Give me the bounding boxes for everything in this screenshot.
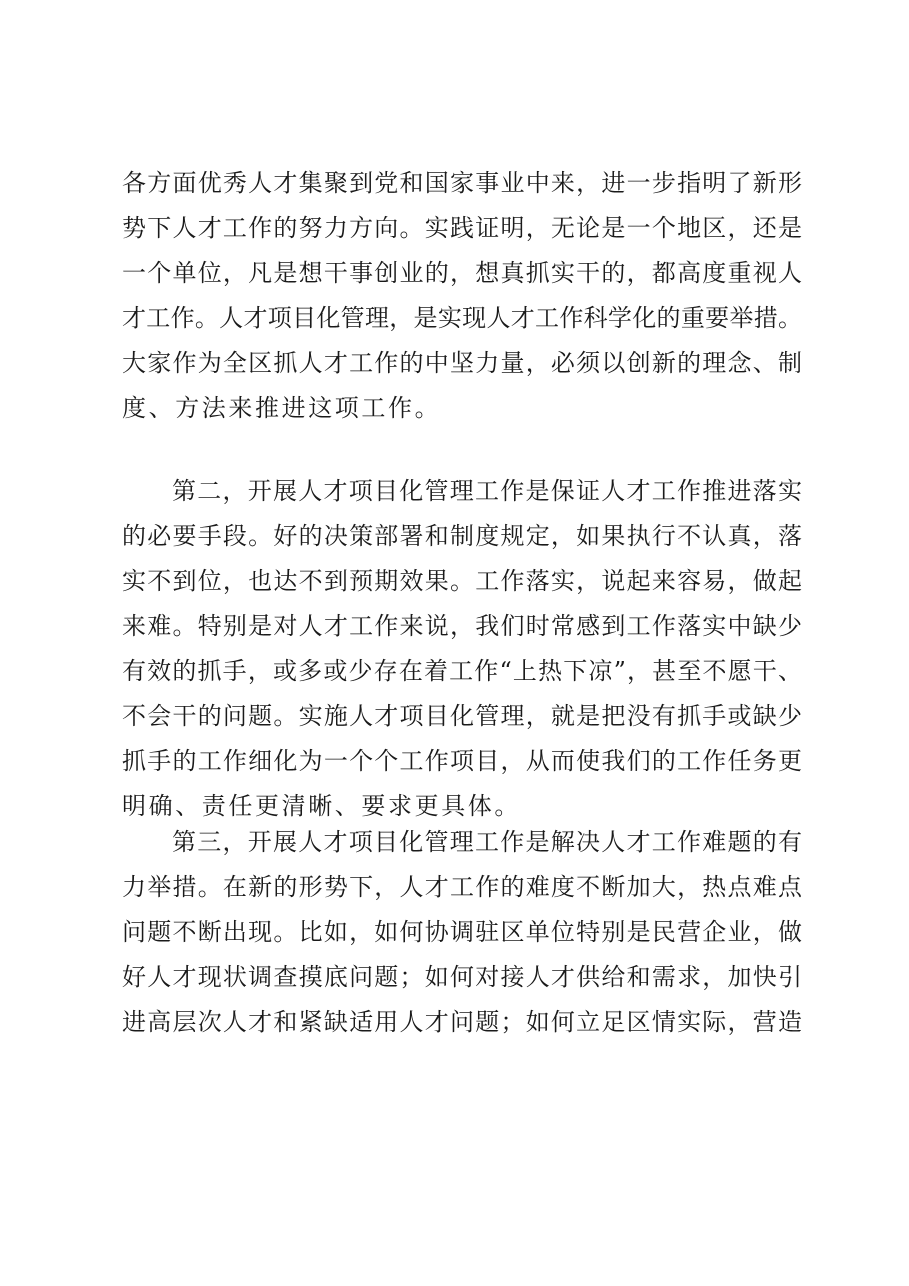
text-line: 才工作。人才项目化管理，是实现人才工作科学化的重要举措。 <box>122 304 802 332</box>
text-line: 抓手的工作细化为一个个工作项目，从而使我们的工作任务更 <box>122 747 802 775</box>
text-line: 实不到位，也达不到预期效果。工作落实，说起来容易，做起 <box>122 567 802 595</box>
text-line: 好人才现状调查摸底问题；如何对接人才供给和需求，加快引 <box>122 963 802 991</box>
paragraph-3 <box>122 820 802 1045</box>
text-line: 大家作为全区抓人才工作的中坚力量，必须以创新的理念、制 <box>122 349 802 377</box>
text-line: 第三，开展人才项目化管理工作是解决人才工作难题的有 <box>172 828 802 856</box>
text-line: 各方面优秀人才集聚到党和国家事业中来，进一步指明了新形 <box>122 169 802 197</box>
text-line: 的必要手段。好的决策部署和制度规定，如果执行不认真，落 <box>122 522 802 550</box>
paragraph-2 <box>122 469 802 829</box>
paragraph-1 <box>122 161 802 431</box>
text-line: 力举措。在新的形势下，人才工作的难度不断加大，热点难点 <box>122 873 802 901</box>
text-line: 势下人才工作的努力方向。实践证明，无论是一个地区，还是 <box>122 214 802 242</box>
text-line: 明确、责任更清晰、要求更具体。 <box>122 792 521 820</box>
text-line: 一个单位，凡是想干事创业的，想真抓实干的，都高度重视人 <box>122 259 802 287</box>
text-line: 问题不断出现。比如，如何协调驻区单位特别是民营企业，做 <box>122 918 802 946</box>
text-line: 来难。特别是对人才工作来说，我们时常感到工作落实中缺少 <box>122 612 802 640</box>
text-line: 第二，开展人才项目化管理工作是保证人才工作推进落实 <box>172 477 802 505</box>
text-line: 度、方法来推进这项工作。 <box>122 394 442 422</box>
text-line: 进高层次人才和紧缺适用人才问题；如何立足区情实际，营造 <box>122 1008 802 1036</box>
text-line: 不会干的问题。实施人才项目化管理，就是把没有抓手或缺少 <box>122 702 802 730</box>
text-line: 有效的抓手，或多或少存在着工作“上热下凉”，甚至不愿干、 <box>122 657 802 685</box>
